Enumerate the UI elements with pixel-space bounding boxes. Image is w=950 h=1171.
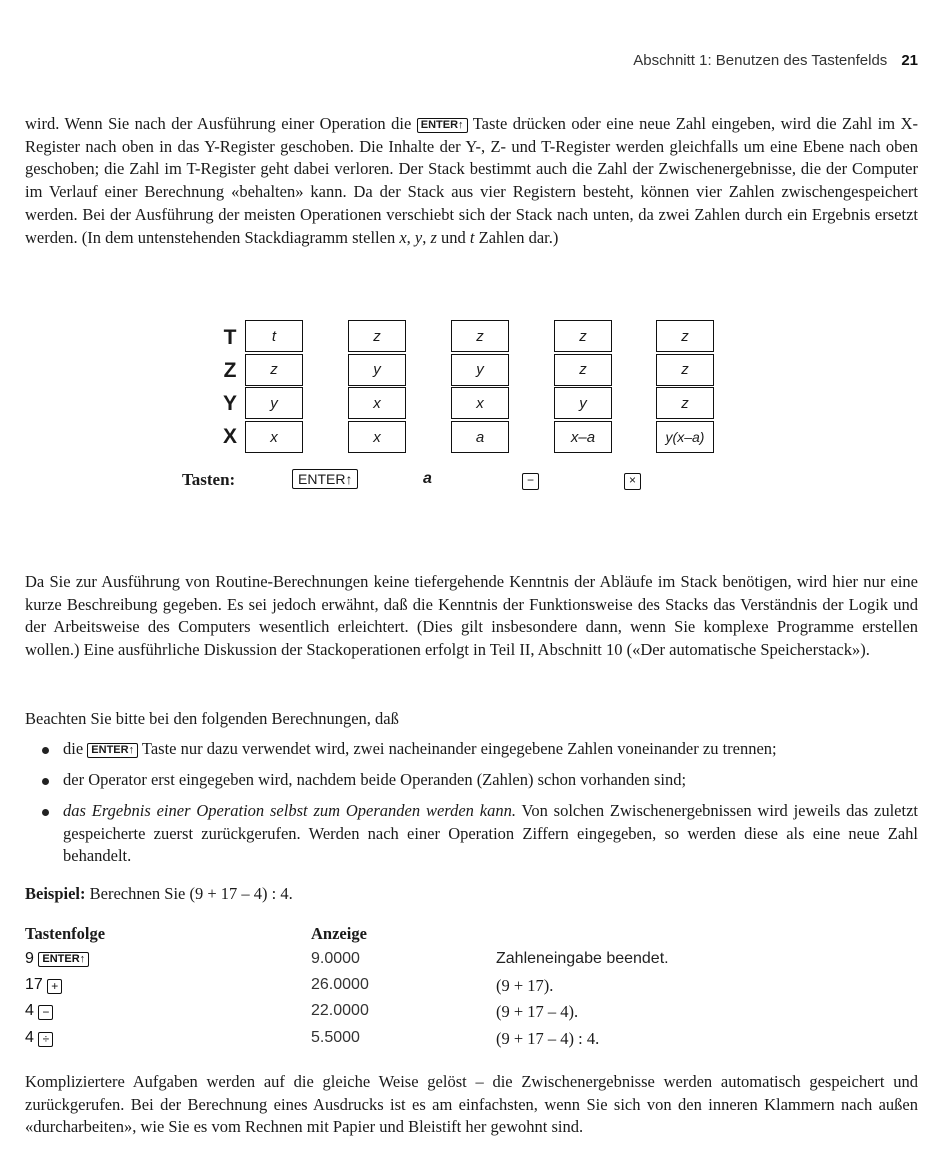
register-cell: y(x–a) — [656, 421, 714, 453]
column-header-anzeige: Anzeige — [311, 924, 367, 943]
paragraph-beachten: Beachten Sie bitte bei den folgenden Berechnungen, daß — [25, 709, 399, 728]
row-label-y: Y — [222, 392, 237, 415]
row-label-x: X — [222, 425, 237, 448]
minus-key: − — [522, 473, 539, 490]
register-cell: x — [348, 387, 406, 419]
enter-key: ENTER↑ — [87, 743, 138, 758]
bullet-icon — [42, 778, 49, 785]
enter-key: ENTER↑ — [292, 469, 358, 489]
text-span: und — [441, 227, 466, 247]
register-cell: z — [245, 354, 303, 386]
register-cell: z — [656, 387, 714, 419]
row-note: (9 + 17 – 4) : 4. — [496, 1029, 600, 1048]
var-t: t — [469, 227, 475, 247]
display-value: 5.5000 — [311, 1029, 360, 1046]
register-cell: z — [348, 320, 406, 352]
bullet-text: der Operator erst eingegeben wird, nachdem beide Operanden (Zahlen) schon vorhanden sind; — [63, 770, 687, 789]
register-cell: z — [451, 320, 509, 352]
register-cell: z — [656, 354, 714, 386]
emphasis-text: das Ergebnis einer Operation selbst zum Operanden werden kann. — [63, 801, 516, 820]
register-cell: y — [348, 354, 406, 386]
paragraph-stack-intro: wird. Wenn Sie nach der Ausführung einer Operation die ENTER↑ Taste drücken oder eine neue Zahl eingeben, wird die Zahl im X-Register nach oben in das Y-Register geschoben. Die Inhalte der Y-, Z- und T-Register werden gleichfalls um eine Ebene nach oben geschoben; die Zahl im T-Register geht dabei verloren. Der Stack bestimmt auch die Zahl der Zwischenergebnisse, die der Computer im Verlauf einer Berechnung «behalten» kann. Da der Stack aus vier Registern besteht, können vier Zahlen zwischengespeichert werden. Bei der Ausführung der meisten Operationen verschiebt sich der Stack nach unten, da zwei Zahlen durch ein Ergebnis ersetzt werden. (In dem untenstehenden Stackdiagramm stellen x, y, z und t Zahlen dar.) — [25, 114, 919, 247]
key-number: 4 — [25, 1002, 34, 1019]
tasten-label: Tasten: — [182, 470, 236, 489]
display-value: 26.0000 — [311, 976, 369, 993]
text-span: Taste nur dazu verwendet wird, zwei nacheinander eingegebene Zahlen voneinander zu trennen; — [141, 739, 777, 758]
table-row — [25, 950, 89, 968]
example-text: Berechnen Sie (9 + 17 – 4) : 4. — [89, 884, 293, 903]
paragraph-complex-tasks: Kompliziertere Aufgaben werden auf die gleiche Weise gelöst – die Zwischenergebnisse werden automatisch gespeichert und zurückgerufen. Bei der Berechnung eines Ausdrucks ist es am einfachsten, wenn Sie sich von den inneren Klammern nach außen «durcharbeiten», wie Sie es vom Rechnen mit Papier und Bleistift her gewohnt sind. — [25, 1072, 918, 1137]
stack-column-2 — [348, 320, 406, 455]
text-span: Zahlen dar.) — [478, 227, 559, 247]
page-header — [0, 52, 918, 69]
display-value: 22.0000 — [311, 1002, 369, 1019]
key-a: a — [423, 470, 432, 487]
register-cell: z — [656, 320, 714, 352]
register-cell: z — [554, 354, 612, 386]
register-cell: x–a — [554, 421, 612, 453]
stack-column-1 — [245, 320, 303, 455]
text-span: die — [63, 739, 84, 758]
bullet-icon — [42, 809, 49, 816]
register-cell: y — [451, 354, 509, 386]
table-row — [25, 976, 62, 994]
stack-column-5 — [656, 320, 714, 455]
example-label: Beispiel: — [25, 884, 86, 903]
register-cell: z — [554, 320, 612, 352]
display-value: 9.0000 — [311, 950, 360, 967]
row-note: Zahleneingabe beendet. — [496, 950, 669, 967]
register-cell: x — [451, 387, 509, 419]
times-key: × — [624, 473, 641, 490]
section-title: Abschnitt 1: Benutzen des Tastenfelds — [633, 52, 888, 69]
var-z: z — [430, 227, 437, 247]
text-span: Von solchen Zwischenergebnissen wird jeweils das zuletzt gespeicherte zuerst zurückgerufen. Werden nach einer Operation Ziffern eingegeben, so werden diese als eine neue Zahl behandelt. — [63, 801, 918, 866]
stack-column-3 — [451, 320, 509, 455]
page-number: 21 — [901, 52, 918, 69]
text-span: wird. Wenn Sie nach der Ausführung einer Operation die — [25, 114, 412, 133]
stack-column-4 — [554, 320, 612, 455]
key-number: 4 — [25, 1029, 34, 1046]
row-label-t: T — [223, 326, 237, 349]
key-number: 9 — [25, 950, 34, 967]
bullet-icon — [42, 747, 49, 754]
var-x: x — [399, 227, 407, 247]
row-note: (9 + 17). — [496, 976, 554, 995]
key-number: 17 — [25, 976, 43, 993]
text-span: Taste drücken oder eine neue Zahl eingeben, wird die Zahl im X-Register nach oben in das Y-Register geschoben. Die Inhalte der Y-, Z- und T-Register werden gleichfalls um eine Ebene nach oben geschoben; die Zahl im T-Register geht dabei verloren. Der Stack bestimmt auch die Zahl der Zwischenergebnisse, die der Computer im Verlauf einer Berechnung «behalten» kann. Da der Stack aus vier Registern besteht, können vier Zahlen zwischengespeichert werden. Bei der Ausführung der meisten Operationen verschiebt sich der Stack nach unten, da zwei Zahlen durch ein Ergebnis ersetzt werden. (In dem untenstehenden Stackdiagramm stellen — [25, 114, 919, 247]
enter-key: ENTER↑ — [417, 118, 468, 133]
table-row — [25, 1029, 53, 1047]
plus-key: + — [47, 979, 62, 994]
register-cell: x — [348, 421, 406, 453]
table-row — [25, 1002, 53, 1020]
row-label-z: Z — [223, 359, 237, 382]
register-cell: t — [245, 320, 303, 352]
example-heading — [25, 883, 918, 906]
register-cell: a — [451, 421, 509, 453]
paragraph-stack-note: Da Sie zur Ausführung von Routine-Berechnungen keine tiefergehende Kenntnis der Abläufe im Stack benötigen, wird hier nur eine kurze Beschreibung gegeben. Es sei jedoch erwähnt, daß die Kenntnis der Funktionsweise des Stacks das Verständnis der Logik und der Arbeitsweise des Computers wesentlich erleichtert. (Dies gilt insbesondere dann, wenn Sie komplexe Programme erstellen wollen.) Eine ausführliche Diskussion der Stackoperationen erfolgt in Teil II, Abschnitt 10 («Der automatische Speicherstack»). — [25, 572, 918, 660]
register-cell: y — [245, 387, 303, 419]
var-y: y — [414, 227, 423, 247]
row-note: (9 + 17 – 4). — [496, 1002, 579, 1021]
column-header-tastenfolge: Tastenfolge — [25, 924, 106, 943]
minus-key: − — [38, 1005, 53, 1020]
divide-key: ÷ — [38, 1032, 53, 1047]
register-cell: x — [245, 421, 303, 453]
enter-key: ENTER↑ — [38, 952, 89, 967]
register-cell: y — [554, 387, 612, 419]
